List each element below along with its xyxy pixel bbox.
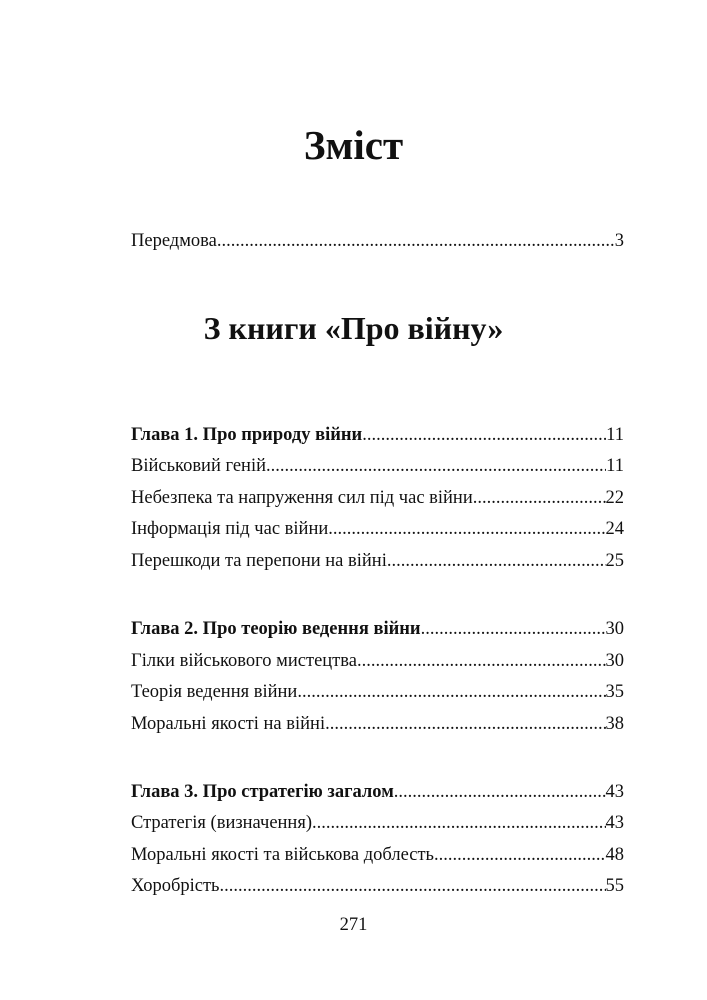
toc-page-number: 30 bbox=[605, 651, 624, 671]
dot-leader bbox=[325, 711, 605, 737]
toc-page-number: 35 bbox=[605, 682, 624, 702]
toc-entry bbox=[131, 810, 624, 836]
dot-leader bbox=[421, 616, 606, 642]
toc-chapter-heading bbox=[131, 422, 624, 448]
dot-leader bbox=[394, 779, 606, 805]
toc-entry-title: Теорія ведення війни bbox=[131, 682, 298, 702]
toc-entry bbox=[131, 548, 624, 574]
toc-entry-title: Стратегія (визначення) bbox=[131, 813, 313, 833]
dot-leader bbox=[362, 422, 606, 448]
dot-leader bbox=[473, 485, 606, 511]
toc-page-number: 24 bbox=[605, 519, 624, 539]
toc-entry-preface bbox=[131, 228, 624, 254]
toc-entry bbox=[131, 485, 624, 511]
toc-chapter-heading bbox=[131, 779, 624, 805]
toc-entry-title: Військовий геній bbox=[131, 456, 266, 476]
toc-page-number: 43 bbox=[605, 813, 624, 833]
toc-entry bbox=[131, 648, 624, 674]
toc-entry-title: Гілки військового мистецтва bbox=[131, 651, 357, 671]
toc-page-number: 48 bbox=[605, 845, 624, 865]
toc-entry bbox=[131, 516, 624, 542]
section-title: З книги «Про війну» bbox=[203, 310, 504, 346]
toc-entry-title: Глава 1. Про природу війни bbox=[131, 425, 363, 445]
dot-leader bbox=[219, 873, 605, 899]
toc-entry-title: Інформація під час війни bbox=[131, 519, 329, 539]
dot-leader bbox=[266, 453, 606, 479]
page-title: Зміст bbox=[303, 122, 404, 168]
dot-leader bbox=[357, 648, 606, 674]
toc-chapter-heading bbox=[131, 616, 624, 642]
toc-entry-title: Передмова bbox=[131, 231, 217, 251]
toc-entry-title: Перешкоди та перепони на війні bbox=[131, 551, 387, 571]
dot-leader bbox=[387, 548, 606, 574]
toc-entry-title: Небезпека та напруження сил під час війни bbox=[131, 488, 473, 508]
toc-page-number: 11 bbox=[606, 425, 624, 445]
toc-page-number: 3 bbox=[614, 231, 624, 251]
toc-entry bbox=[131, 873, 624, 899]
toc-entry bbox=[131, 711, 624, 737]
toc-page-number: 30 bbox=[605, 619, 624, 639]
toc-entry-title: Моральні якості на війні bbox=[131, 714, 326, 734]
dot-leader bbox=[217, 228, 615, 254]
toc-page-number: 55 bbox=[605, 876, 624, 896]
toc-entry-title: Хоробрість bbox=[131, 876, 220, 896]
toc-entry-title: Глава 3. Про стратегію загалом bbox=[131, 782, 394, 802]
toc-page-number: 43 bbox=[605, 782, 624, 802]
toc-entry-title: Глава 2. Про теорію ведення війни bbox=[131, 619, 421, 639]
page-number: 271 bbox=[339, 915, 368, 935]
toc-page-number: 38 bbox=[605, 714, 624, 734]
toc-page-number: 11 bbox=[606, 456, 624, 476]
toc-entry bbox=[131, 842, 624, 868]
dot-leader bbox=[328, 516, 605, 542]
toc-page-number: 25 bbox=[605, 551, 624, 571]
toc-entry-title: Моральні якості та військова доблесть bbox=[131, 845, 434, 865]
toc-entry bbox=[131, 453, 624, 479]
toc-page-number: 22 bbox=[605, 488, 624, 508]
toc-entry bbox=[131, 679, 624, 705]
dot-leader bbox=[434, 842, 606, 868]
dot-leader bbox=[297, 679, 605, 705]
dot-leader bbox=[312, 810, 605, 836]
